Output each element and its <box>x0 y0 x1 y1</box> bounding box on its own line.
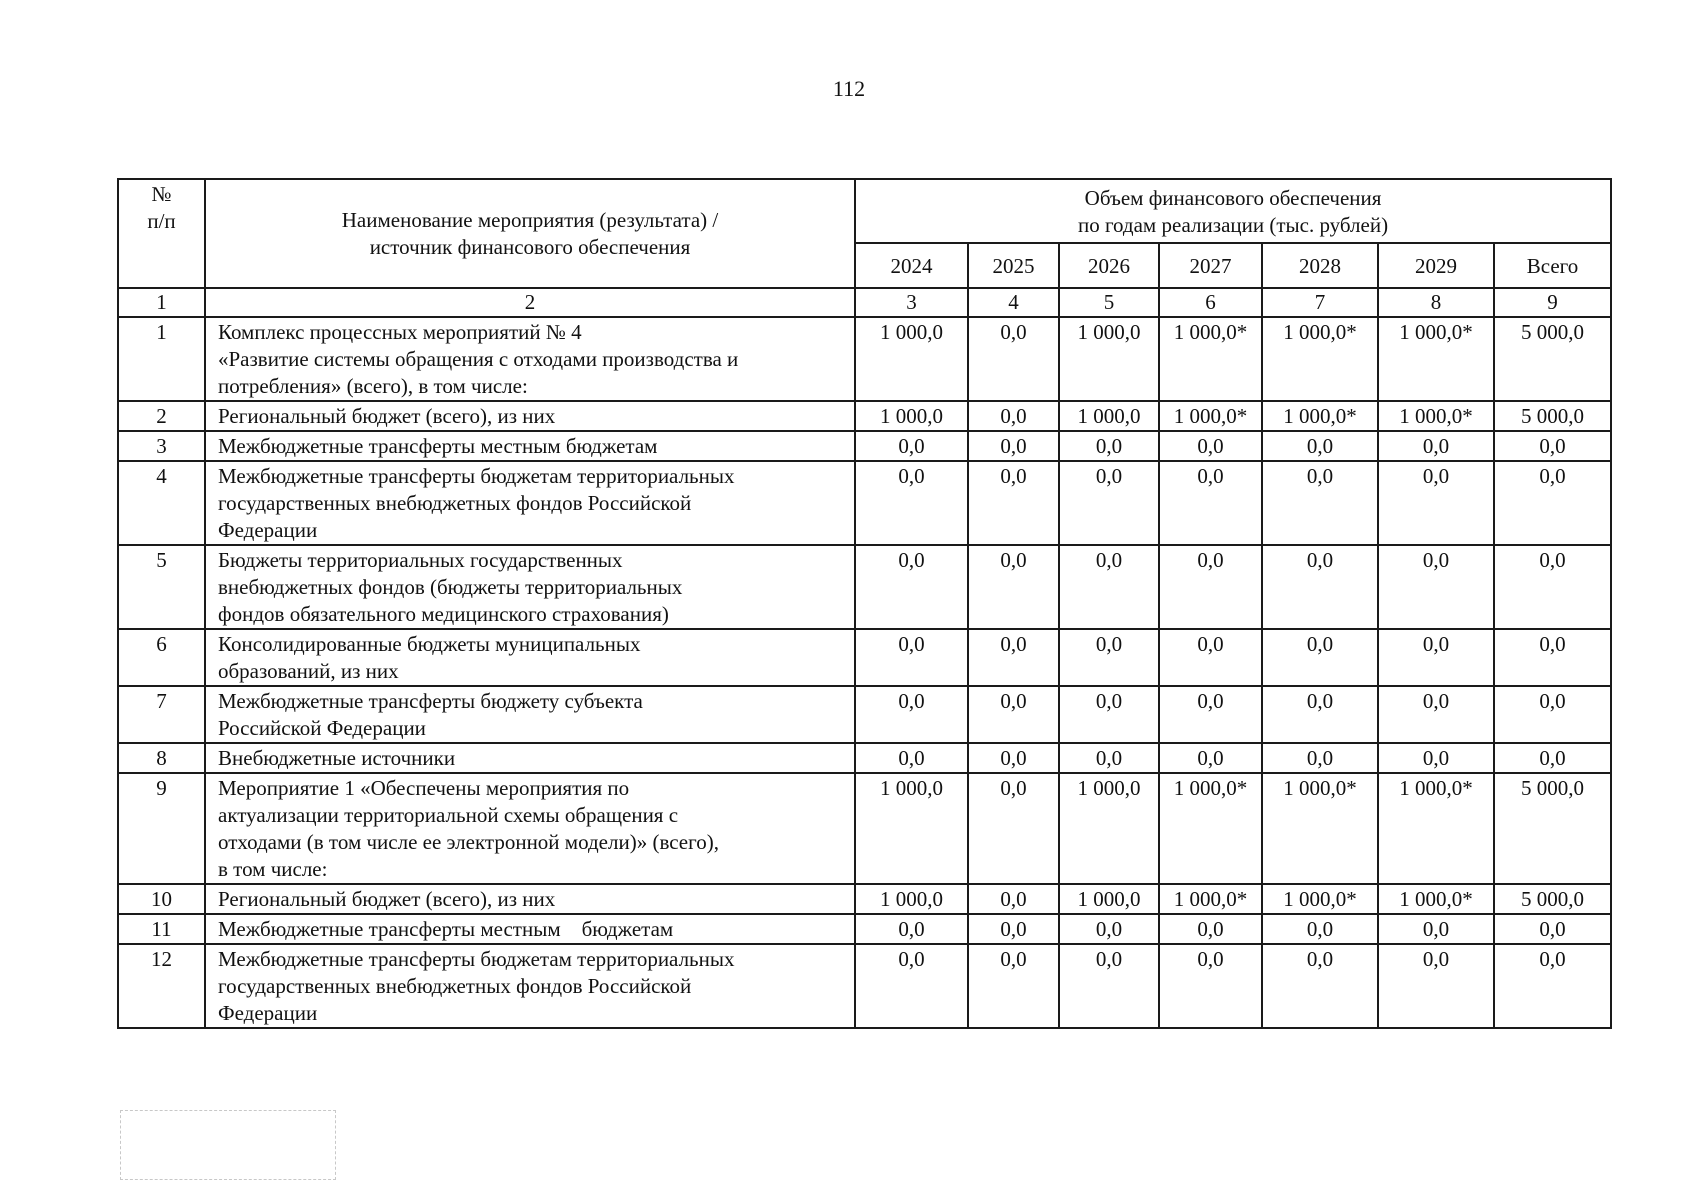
row-value: 1 000,0* <box>1262 401 1378 431</box>
header-num <box>118 179 205 288</box>
row-name-line: Мероприятие 1 «Обеспечены мероприятия по <box>218 776 630 800</box>
row-name <box>205 686 855 743</box>
row-value: 0,0 <box>855 686 968 743</box>
header-volume-line2: по годам реализации (тыс. рублей) <box>1077 212 1389 237</box>
row-name-line: отходами (в том числе ее электронной модели)» (всего), <box>218 830 719 854</box>
row-value: 0,0 <box>968 317 1059 401</box>
row-name-line: Межбюджетные трансферты бюджетам территориальных <box>218 464 735 488</box>
row-value: 0,0 <box>1059 461 1159 545</box>
row-name <box>205 629 855 686</box>
row-value: 0,0 <box>855 431 968 461</box>
row-name-line: Межбюджетные трансферты бюджету субъекта <box>218 689 643 713</box>
row-name-line: Региональный бюджет (всего), из них <box>218 404 556 428</box>
row-value: 0,0 <box>1494 743 1611 773</box>
table-row <box>118 431 1611 461</box>
column-number: 8 <box>1378 288 1494 317</box>
row-name-line: Межбюджетные трансферты местным бюджетам <box>218 917 674 941</box>
row-value: 0,0 <box>968 431 1059 461</box>
row-value: 0,0 <box>1159 743 1262 773</box>
table-row <box>118 944 1611 1028</box>
row-value: 0,0 <box>855 743 968 773</box>
faded-stamp <box>120 1110 336 1180</box>
row-value: 0,0 <box>1262 944 1378 1028</box>
financing-table <box>117 178 1612 1029</box>
row-value: 0,0 <box>1159 461 1262 545</box>
row-name-line: Комплекс процессных мероприятий № 4 <box>218 320 582 344</box>
row-value: 0,0 <box>1378 944 1494 1028</box>
column-number: 3 <box>855 288 968 317</box>
row-name <box>205 884 855 914</box>
row-value: 0,0 <box>1262 914 1378 944</box>
row-number: 11 <box>118 914 205 944</box>
row-name-line: образований, из них <box>218 659 399 683</box>
row-value: 0,0 <box>1159 629 1262 686</box>
row-value: 1 000,0* <box>1378 401 1494 431</box>
row-number: 8 <box>118 743 205 773</box>
table-row <box>118 743 1611 773</box>
row-name <box>205 545 855 629</box>
row-name-line: государственных внебюджетных фондов Российской <box>218 491 692 515</box>
row-value: 1 000,0* <box>1262 317 1378 401</box>
row-value: 0,0 <box>968 545 1059 629</box>
table-row <box>118 884 1611 914</box>
table-row <box>118 401 1611 431</box>
row-number: 10 <box>118 884 205 914</box>
row-value: 0,0 <box>1378 629 1494 686</box>
table-row <box>118 629 1611 686</box>
row-value: 0,0 <box>855 944 968 1028</box>
row-number: 9 <box>118 773 205 884</box>
row-value: 1 000,0* <box>1159 884 1262 914</box>
row-name-line: Бюджеты территориальных государственных <box>218 548 623 572</box>
row-name <box>205 461 855 545</box>
row-value: 0,0 <box>968 401 1059 431</box>
row-name-line: фондов обязательного медицинского страхования) <box>218 602 669 626</box>
row-value: 0,0 <box>855 461 968 545</box>
row-value: 0,0 <box>1494 944 1611 1028</box>
row-value: 5 000,0 <box>1494 773 1611 884</box>
row-name-line: государственных внебюджетных фондов Российской <box>218 974 692 998</box>
row-value: 0,0 <box>1262 743 1378 773</box>
row-value: 0,0 <box>968 686 1059 743</box>
row-name-line: Российской Федерации <box>218 716 426 740</box>
row-name <box>205 743 855 773</box>
header-num-line1: № <box>151 182 172 206</box>
row-value: 1 000,0 <box>855 317 968 401</box>
row-value: 0,0 <box>1262 461 1378 545</box>
row-name-line: Межбюджетные трансферты местным бюджетам <box>218 434 658 458</box>
row-value: 0,0 <box>968 884 1059 914</box>
row-value: 0,0 <box>1378 545 1494 629</box>
page-number: 112 <box>832 76 866 101</box>
row-value: 0,0 <box>968 629 1059 686</box>
row-value: 1 000,0 <box>1059 317 1159 401</box>
column-number: 2 <box>205 288 855 317</box>
row-value: 0,0 <box>1159 944 1262 1028</box>
header-year-6: Всего <box>1494 243 1611 288</box>
row-value: 1 000,0* <box>1159 401 1262 431</box>
row-value: 0,0 <box>1059 686 1159 743</box>
row-name-line: Региональный бюджет (всего), из них <box>218 887 556 911</box>
row-value: 0,0 <box>1059 944 1159 1028</box>
row-number: 2 <box>118 401 205 431</box>
row-value: 0,0 <box>1494 461 1611 545</box>
row-value: 0,0 <box>1494 545 1611 629</box>
header-year-5: 2029 <box>1378 243 1494 288</box>
header-name-line1: Наименование мероприятия (результата) / <box>341 208 719 232</box>
row-name-line: Консолидированные бюджеты муниципальных <box>218 632 641 656</box>
header-volume-line1: Объем финансового обеспечения <box>1084 185 1382 210</box>
row-value: 1 000,0 <box>855 884 968 914</box>
row-value: 1 000,0 <box>855 773 968 884</box>
row-name <box>205 317 855 401</box>
row-name <box>205 773 855 884</box>
row-value: 0,0 <box>855 629 968 686</box>
row-value: 0,0 <box>1494 629 1611 686</box>
row-name-line: потребления» (всего), в том числе: <box>218 374 528 398</box>
column-number: 9 <box>1494 288 1611 317</box>
table-row <box>118 914 1611 944</box>
table-row <box>118 545 1611 629</box>
row-value: 1 000,0* <box>1262 884 1378 914</box>
row-name-line: актуализации территориальной схемы обращения с <box>218 803 679 827</box>
table-row <box>118 461 1611 545</box>
row-value: 0,0 <box>855 914 968 944</box>
row-name <box>205 914 855 944</box>
row-value: 0,0 <box>1159 431 1262 461</box>
table-row <box>118 773 1611 884</box>
header-volume <box>855 179 1611 243</box>
row-number: 6 <box>118 629 205 686</box>
row-value: 0,0 <box>1378 686 1494 743</box>
row-name-line: «Развитие системы обращения с отходами производства и <box>218 347 739 371</box>
header-year-0: 2024 <box>855 243 968 288</box>
column-number: 4 <box>968 288 1059 317</box>
row-value: 5 000,0 <box>1494 884 1611 914</box>
row-value: 0,0 <box>1378 431 1494 461</box>
row-value: 1 000,0* <box>1378 773 1494 884</box>
column-number-row <box>118 288 1611 317</box>
row-value: 0,0 <box>1059 914 1159 944</box>
row-value: 0,0 <box>1059 545 1159 629</box>
row-value: 0,0 <box>1262 545 1378 629</box>
row-number: 1 <box>118 317 205 401</box>
header-year-1: 2025 <box>968 243 1059 288</box>
row-name <box>205 944 855 1028</box>
header-year-2: 2026 <box>1059 243 1159 288</box>
row-number: 5 <box>118 545 205 629</box>
row-value: 1 000,0 <box>1059 401 1159 431</box>
row-value: 0,0 <box>968 743 1059 773</box>
row-value: 0,0 <box>1262 629 1378 686</box>
row-value: 0,0 <box>1059 743 1159 773</box>
row-value: 1 000,0 <box>1059 773 1159 884</box>
table-row <box>118 317 1611 401</box>
row-value: 1 000,0* <box>1378 884 1494 914</box>
row-value: 0,0 <box>1494 686 1611 743</box>
header-year-4: 2028 <box>1262 243 1378 288</box>
row-value: 0,0 <box>1262 431 1378 461</box>
row-number: 3 <box>118 431 205 461</box>
row-name <box>205 401 855 431</box>
row-value: 0,0 <box>968 773 1059 884</box>
header-year-3: 2027 <box>1159 243 1262 288</box>
row-value: 5 000,0 <box>1494 401 1611 431</box>
row-value: 0,0 <box>855 545 968 629</box>
row-value: 1 000,0* <box>1262 773 1378 884</box>
row-name-line: Межбюджетные трансферты бюджетам территориальных <box>218 947 735 971</box>
row-value: 0,0 <box>1059 431 1159 461</box>
row-value: 1 000,0 <box>1059 884 1159 914</box>
row-name <box>205 431 855 461</box>
row-value: 0,0 <box>1059 629 1159 686</box>
row-value: 0,0 <box>1378 461 1494 545</box>
header-name-line2: источник финансового обеспечения <box>369 235 691 259</box>
column-number: 6 <box>1159 288 1262 317</box>
row-value: 5 000,0 <box>1494 317 1611 401</box>
row-number: 4 <box>118 461 205 545</box>
row-value: 0,0 <box>968 461 1059 545</box>
row-name-line: внебюджетных фондов (бюджеты территориальных <box>218 575 683 599</box>
row-value: 1 000,0* <box>1378 317 1494 401</box>
row-value: 0,0 <box>1378 914 1494 944</box>
row-value: 0,0 <box>1262 686 1378 743</box>
row-value: 0,0 <box>1494 431 1611 461</box>
row-name-line: Федерации <box>218 1001 318 1025</box>
row-value: 0,0 <box>1494 914 1611 944</box>
row-name-line: в том числе: <box>218 857 328 881</box>
row-number: 12 <box>118 944 205 1028</box>
header-name <box>205 179 855 288</box>
row-value: 1 000,0 <box>855 401 968 431</box>
row-value: 0,0 <box>968 914 1059 944</box>
header-num-line2: п/п <box>147 209 176 233</box>
row-value: 0,0 <box>968 944 1059 1028</box>
table-row <box>118 686 1611 743</box>
row-number: 7 <box>118 686 205 743</box>
column-number: 5 <box>1059 288 1159 317</box>
row-name-line: Федерации <box>218 518 318 542</box>
column-number: 7 <box>1262 288 1378 317</box>
row-value: 1 000,0* <box>1159 773 1262 884</box>
row-value: 1 000,0* <box>1159 317 1262 401</box>
column-number: 1 <box>118 288 205 317</box>
row-value: 0,0 <box>1159 914 1262 944</box>
row-value: 0,0 <box>1159 545 1262 629</box>
row-name-line: Внебюджетные источники <box>218 746 456 770</box>
row-value: 0,0 <box>1378 743 1494 773</box>
row-value: 0,0 <box>1159 686 1262 743</box>
